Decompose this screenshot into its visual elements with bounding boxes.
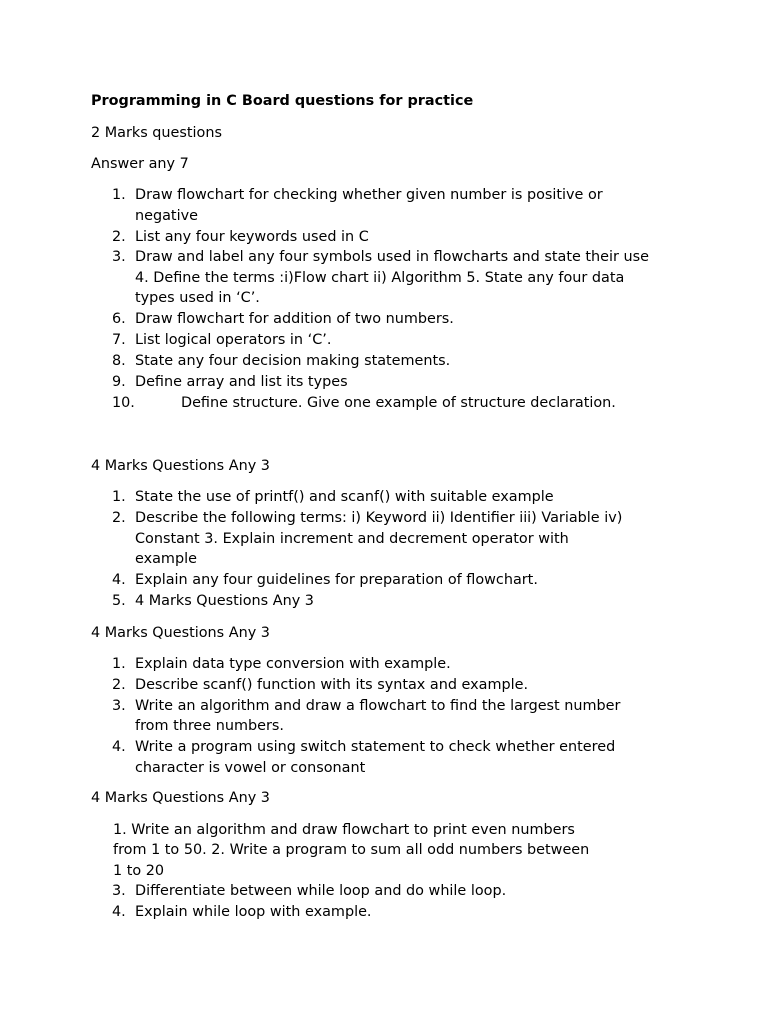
list-text: List logical operators in ‘C’. — [135, 332, 332, 348]
list-text: State the use of printf() and scanf() with suitable example — [135, 489, 554, 505]
list-number: 1. — [112, 656, 126, 672]
list-text: Differentiate between while loop and do while loop. — [135, 883, 507, 899]
list-number: 4. — [112, 904, 126, 920]
list-text: Define array and list its types — [135, 374, 348, 390]
list-text: types used in ‘C’. — [135, 290, 260, 306]
list-text: negative — [135, 208, 198, 224]
list-text: Explain data type conversion with example. — [135, 656, 451, 672]
list-number: 1. — [112, 489, 126, 505]
list-number: 1. — [112, 187, 126, 203]
list-number: 2. — [112, 677, 126, 693]
list-text: List any four keywords used in C — [135, 229, 369, 245]
section-heading-4-marks: 4 Marks Questions Any 3 — [91, 458, 270, 474]
paragraph-line: from 1 to 50. 2. Write a program to sum all odd numbers between — [113, 842, 590, 858]
list-text: from three numbers. — [135, 718, 284, 734]
list-number: 7. — [112, 332, 126, 348]
list-text: Write a program using switch statement to check whether entered — [135, 739, 616, 755]
list-text: Describe the following terms: i) Keyword ii) Identifier iii) Variable iv) — [135, 510, 623, 526]
list-number: 4. — [112, 739, 126, 755]
list-number: 5. — [112, 593, 126, 609]
list-number: 2. — [112, 229, 126, 245]
list-text: Write an algorithm and draw a flowchart to find the largest number — [135, 698, 621, 714]
list-text: Draw flowchart for checking whether given number is positive or — [135, 187, 603, 203]
section-heading-4-marks: 4 Marks Questions Any 3 — [91, 625, 270, 641]
paragraph-line: 1. Write an algorithm and draw flowchart to print even numbers — [113, 822, 575, 838]
list-text: Define structure. Give one example of structure declaration. — [181, 395, 616, 411]
list-text: Describe scanf() function with its syntax and example. — [135, 677, 529, 693]
document-title: Programming in C Board questions for practice — [91, 93, 474, 109]
list-number: 6. — [112, 311, 126, 327]
list-text: example — [135, 551, 197, 567]
list-text: Draw and label any four symbols used in flowcharts and state their use — [135, 249, 649, 265]
list-number: 3. — [112, 698, 126, 714]
list-text: Draw flowchart for addition of two numbers. — [135, 311, 454, 327]
list-text: 4. Define the terms :i)Flow chart ii) Algorithm 5. State any four data — [135, 270, 625, 286]
list-text: Constant 3. Explain increment and decrement operator with — [135, 531, 569, 547]
list-number: 3. — [112, 249, 126, 265]
list-text: 4 Marks Questions Any 3 — [135, 593, 314, 609]
section-heading-4-marks: 4 Marks Questions Any 3 — [91, 790, 270, 806]
list-text: State any four decision making statements. — [135, 353, 451, 369]
list-number: 2. — [112, 510, 126, 526]
list-text: Explain while loop with example. — [135, 904, 372, 920]
list-text: Explain any four guidelines for preparation of flowchart. — [135, 572, 538, 588]
list-number: 3. — [112, 883, 126, 899]
list-number: 9. — [112, 374, 126, 390]
list-number: 10. — [112, 395, 135, 411]
list-number: 4. — [112, 572, 126, 588]
list-text: character is vowel or consonant — [135, 760, 366, 776]
paragraph-line: 1 to 20 — [113, 863, 165, 879]
list-number: 8. — [112, 353, 126, 369]
section-subheading: Answer any 7 — [91, 156, 189, 172]
section-heading-2-marks: 2 Marks questions — [91, 125, 222, 141]
